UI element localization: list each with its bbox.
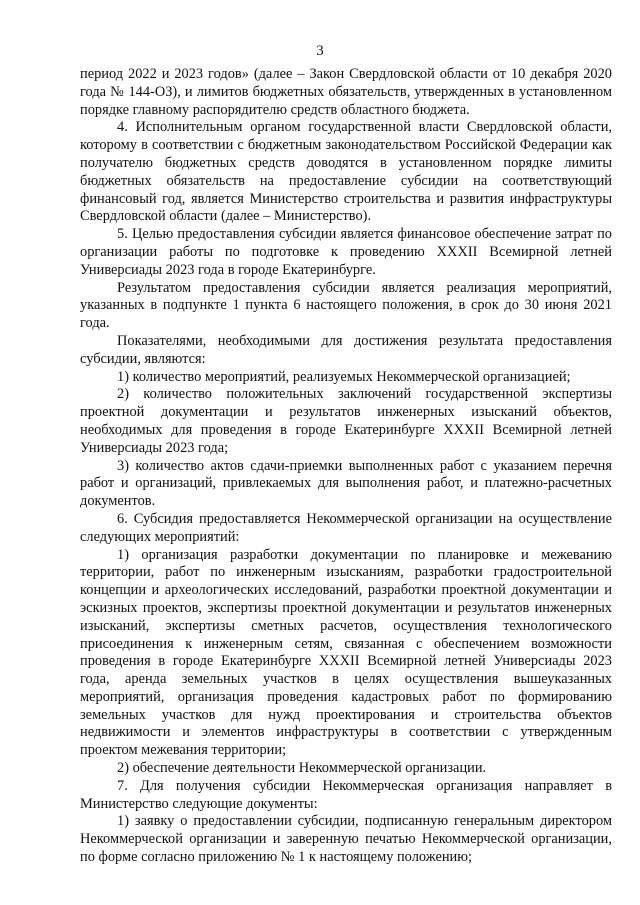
paragraph-indicators: Показателями, необходимыми для достижения результата предоставления субсидии, являются: [80, 332, 612, 367]
paragraph-continuation: период 2022 и 2023 годов» (далее – Закон Свердловской области от 10 декабря 2020 года № 144-ОЗ), и лимитов бюджетных обязательств, утвержденных в установленном порядке главному распорядителю средств областного бюджета. [80, 66, 612, 118]
paragraph-indicator-3: 3) количество актов сдачи-приемки выполненных работ с указанием перечня работ и организаций, привлекаемых для выполнения работ, и платежно-расчетных документов. [80, 457, 612, 510]
paragraph-indicator-1: 1) количество мероприятий, реализуемых Некоммерческой организацией; [117, 368, 571, 385]
page-number: 3 [316, 43, 324, 59]
paragraph-item-4: 4. Исполнительным органом государственной власти Свердловской области, которому в соответствии с бюджетным законодательством Российской Федерации как получателю бюджетных средств доводятся в установленном порядке лимиты бюджетных обязательств на предоставление субсидии на соответствующий финансовый год, является Министерство строительства и развития инфраструктуры Свердловской области (далее – Министерство). [80, 119, 612, 225]
paragraph-document-1: 1) заявку о предоставлении субсидии, подписанную генеральным директором Некоммерческой организации и заверенную печатью Некоммерческой организации, по форме согласно приложению № 1 к настоящему положению; [80, 813, 612, 866]
paragraph-activity-2: 2) обеспечение деятельности Некоммерческой организации. [117, 760, 487, 777]
paragraph-item-6: 6. Субсидия предоставляется Некоммерческой организации на осуществление следующих мероприятий: [80, 510, 612, 545]
paragraph-indicator-2: 2) количество положительных заключений государственной экспертизы проектной документации и результатов инженерных изысканий объектов, необходимых для проведения в городе Екатеринбурге XXXII Всемирной летней Универсиады 2023 года; [80, 386, 612, 456]
paragraph-item-5: 5. Целью предоставления субсидии является финансовое обеспечение затрат по организации работы по подготовке к проведению XXXII Всемирной летней Универсиады 2023 года в городе Екатеринбурге. [80, 226, 612, 278]
paragraph-item-7: 7. Для получения субсидии Некоммерческая организация направляет в Министерство следующие документы: [80, 777, 612, 812]
paragraph-result: Результатом предоставления субсидии является реализация мероприятий, указанных в подпункте 1 пункта 6 настоящего положения, в срок до 30 июня 2021 года. [80, 279, 612, 332]
paragraph-activity-1: 1) организация разработки документации по планировке и межеванию территории, работ по инженерным изысканиям, разработки градостроительной концепции и археологических исследований, разработки проектной документации и эскизных проектов, экспертизы проектной документации и результатов инженерных изысканий, экспертизы сметных расчетов, осуществления технологического присоединения к инженерным сетям, связанная с обеспечением возможности проведения в городе Екатеринбурге XXXII Всемирной летней Универсиады 2023 года, аренда земельных участков в целях осуществления вышеуказанных мероприятий, организация проведения кадастровых работ по формированию земельных участков для нужд проектирования и строительства объектов недвижимости и элементов инфраструктуры в соответствии с утвержденным проектом межевания территории; [80, 546, 612, 759]
document-body [80, 66, 612, 867]
